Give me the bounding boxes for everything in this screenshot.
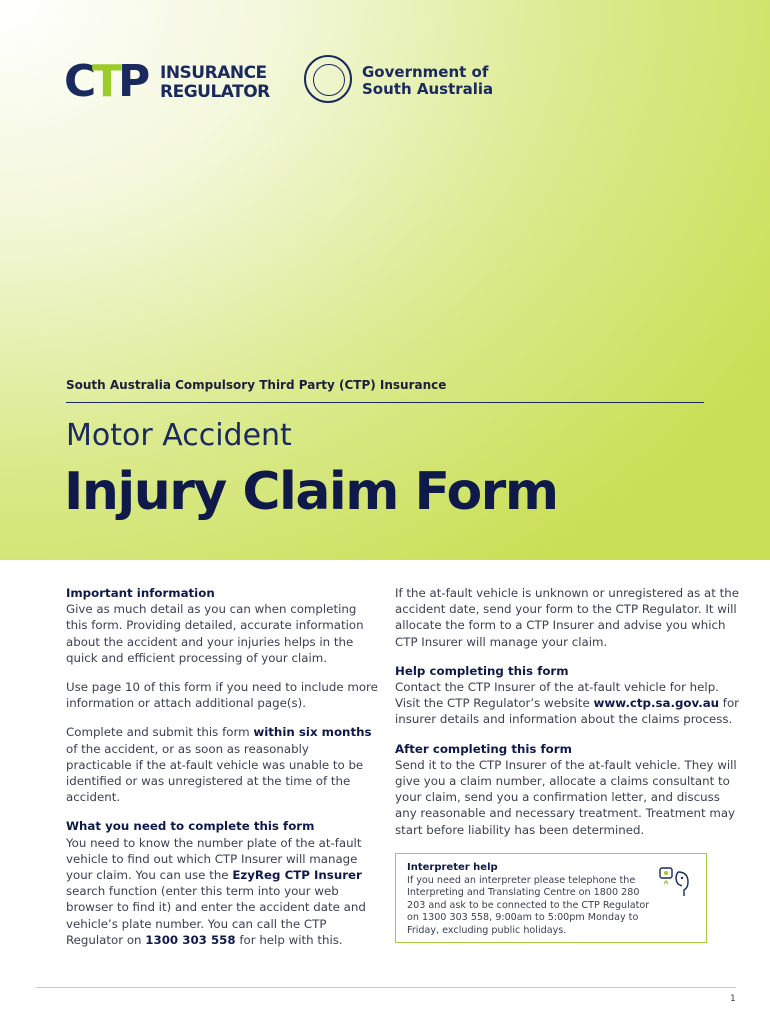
ctp-letters-graphic: [64, 60, 154, 100]
need-text: You need to know the number plate of the at-fault vehicle to find out which CTP Insurer will manage your claim. You can use the EzyReg CTP Insurer search function (enter this term into your web browser to find it) and enter the accident date and vehicle’s plate number. You can call the CTP Regulator on 1300 303 558 for help with this.: [66, 835, 366, 947]
government-logo-text: [362, 64, 493, 98]
title-line2: Injury Claim Form: [64, 462, 558, 522]
unknown-vehicle-text: If the at-fault vehicle is unknown or unregistered as at the accident date, send your form to the CTP Regulator. It will allocate the form to a CTP Insurer and advise you which CTP Insurer will manage your claim.: [395, 586, 739, 649]
svg-text:P: P: [118, 60, 148, 100]
ctp-regulator-logo: [64, 60, 270, 106]
svg-text:T: T: [92, 60, 120, 100]
state-seal-icon: [304, 55, 352, 103]
after-heading: After completing this form: [395, 741, 572, 756]
interpreter-help-box: [395, 853, 707, 943]
ctp-logo-mark: [64, 60, 154, 106]
title-line1: Motor Accident: [66, 418, 292, 453]
divider: [66, 402, 704, 403]
after-text: Send it to the CTP Insurer of the at-fault vehicle. They will give you a claim number, allocate a claims consultant to your claim, send you a confirmation letter, and discuss any reasonable and necessary treatment. Treatment may start before liability has been determined.: [395, 757, 737, 837]
ezyreg-term: EzyReg CTP Insurer: [232, 868, 362, 883]
interpreter-text: If you need an interpreter please telephone the Interpreting and Translating Centre on 1800 280 203 and ask to be connected to the CTP Regulator on 1300 303 558, 9:00am to 5:00pm Monday to Friday, excluding public holidays.: [407, 874, 650, 936]
interpreter-icon: [658, 864, 694, 900]
ctp-line1: INSURANCE: [160, 63, 267, 83]
important-heading: Important information: [66, 586, 215, 600]
ctp-website-link[interactable]: www.ctp.sa.gov.au: [593, 696, 720, 711]
regulator-phone: 1300 303 558: [145, 932, 236, 947]
footer-divider: [36, 987, 736, 988]
interpreter-heading: Interpreter help: [407, 862, 498, 873]
page10-text: Use page 10 of this form if you need to include more information or attach additional page(s).: [66, 680, 378, 711]
ctp-wordmark: [160, 64, 270, 102]
need-heading: What you need to complete this form: [66, 819, 315, 834]
gov-line1: Government of: [362, 63, 489, 81]
svg-text:C: C: [64, 60, 94, 100]
left-column: [66, 585, 378, 961]
submit-deadline: within six months: [253, 725, 372, 740]
important-text: Give as much detail as you can when completing this form. Providing detailed, accurate information about the accident and your injuries helps in the quick and efficient processing of your claim.: [66, 602, 364, 665]
gov-line2: South Australia: [362, 80, 494, 98]
right-column: [395, 585, 740, 851]
help-text: Contact the CTP Insurer of the at-fault vehicle for help. Visit the CTP Regulator’s website www.ctp.sa.gov.au for insurer details and information about the claims process.: [395, 680, 740, 727]
form-subheading: South Australia Compulsory Third Party (CTP) Insurance: [66, 378, 447, 392]
help-heading: Help completing this form: [395, 663, 569, 678]
ctp-line2: REGULATOR: [160, 82, 270, 102]
submit-text: Complete and submit this form within six months of the accident, or as soon as reasonably practicable if the at-fault vehicle was unable to be identified or was unregistered at the time of the accident.: [66, 725, 372, 805]
page-number: 1: [730, 994, 736, 1004]
